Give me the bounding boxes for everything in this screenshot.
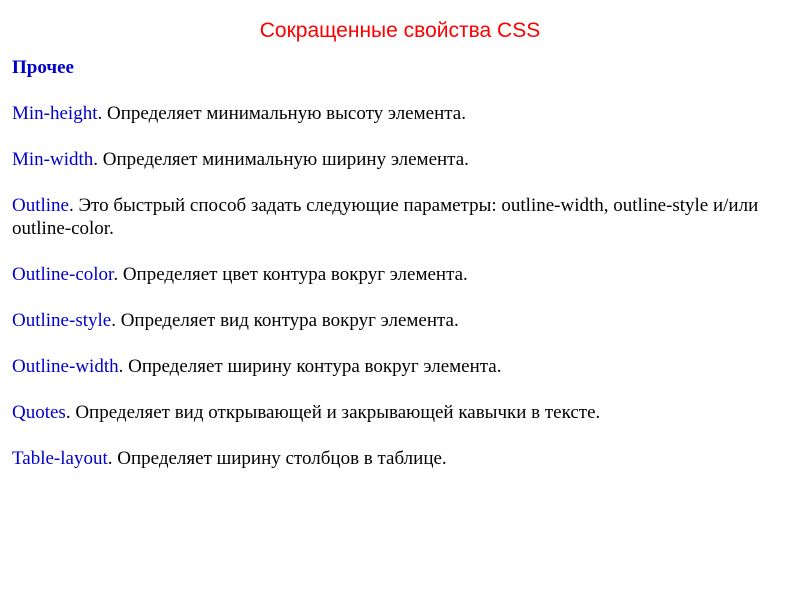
slide-content xyxy=(12,56,782,493)
property-description: . Определяет ширину столбцов в таблице. xyxy=(107,448,447,469)
property-description: . Определяет минимальную высоту элемента. xyxy=(97,103,466,124)
property-item-quotes xyxy=(12,401,782,424)
property-description: . Определяет минимальную ширину элемента. xyxy=(93,149,469,170)
property-name: Outline xyxy=(12,195,69,216)
property-name: Outline-width xyxy=(12,356,119,377)
property-item-outline-style xyxy=(12,309,782,332)
property-item-outline-color xyxy=(12,263,782,286)
property-item-min-height xyxy=(12,102,782,125)
property-description: . Определяет вид открывающей и закрывающей кавычки в тексте. xyxy=(65,402,601,423)
property-name: Table-layout xyxy=(12,448,108,469)
property-item-outline-width xyxy=(12,355,782,378)
property-name: Min-height xyxy=(12,103,98,124)
section-heading: Прочее xyxy=(12,57,74,78)
property-description: . Определяет цвет контура вокруг элемента. xyxy=(113,264,468,285)
property-description: . Определяет вид контура вокруг элемента. xyxy=(111,310,459,331)
property-name: Min-width xyxy=(12,149,94,170)
property-description: . Это быстрый способ задать следующие параметры: outline-width, outline-style и/или outline-color. xyxy=(12,195,759,239)
property-name: Quotes xyxy=(12,402,66,423)
property-item-table-layout xyxy=(12,447,782,470)
property-item-outline xyxy=(12,194,782,240)
property-name: Outline-color xyxy=(12,264,114,285)
property-description: . Определяет ширину контура вокруг элемента. xyxy=(118,356,502,377)
property-item-min-width xyxy=(12,148,782,171)
property-name: Outline-style xyxy=(12,310,112,331)
slide-title: Сокращенные свойства CSS xyxy=(259,19,541,42)
